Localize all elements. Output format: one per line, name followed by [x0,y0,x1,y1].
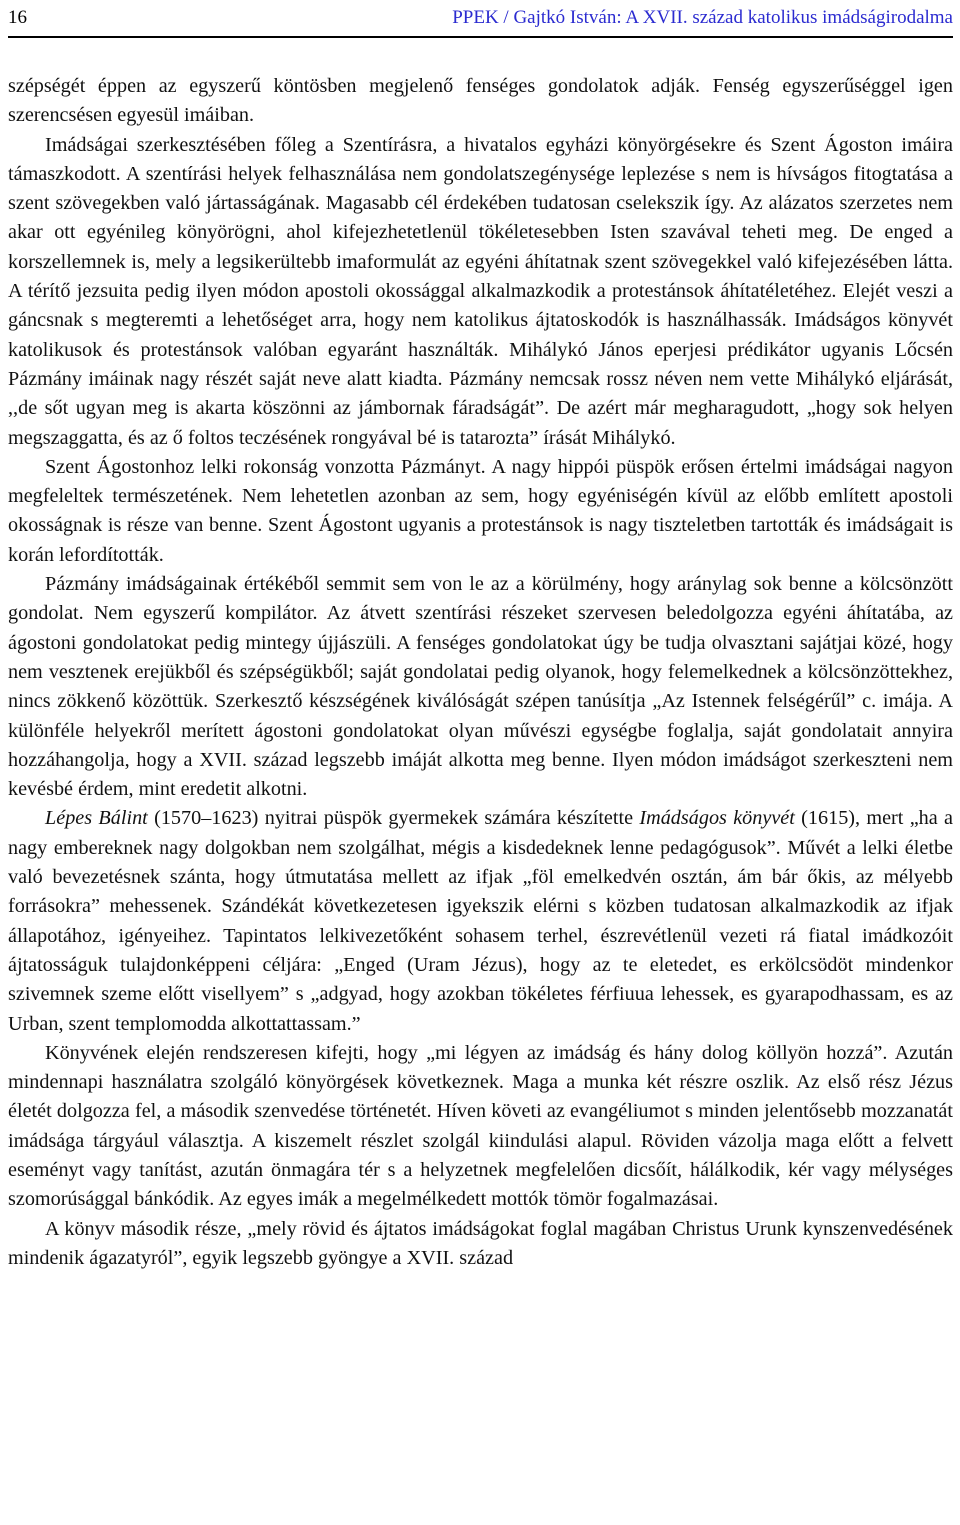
paragraph-6: Könyvének elején rendszeresen kifejti, hogy „mi légyen az imádság és hány dolog köllyön hozzá”. Azután mindennapi használatra szolgáló könyörgések következnek. Maga a munka két részre oszlik. Az első rész Jézus életét dolgozza fel, a második szenvedése történetét. Híven követi az evangéliumot s minden jelentősebb mozzanatát imádsága tárgyául választja. A kiszemelt részlet szolgál kiindulási alapul. Röviden vázolja maga előtt a felvett eseményt vagy tanítást, azután önmagára tér s a helyzetnek megfelelően dicsőít, hálálkodik, kér vagy mélységes szomorúsággal bánkódik. Az egyes imák a megelmélkedett mottók tömör fogalmazásai. [8,1041,953,1211]
running-title: PPEK / Gajtkó István: A XVII. század katolikus imádságirodalma [452,7,953,28]
author-name: Lépes Bálint [45,807,148,830]
page-header [8,0,953,36]
work-title: Imádságos könyvét [639,807,795,830]
paragraph-5 [8,804,953,1038]
paragraph-5-text-b: (1615), mert „ha a nagy embereknek nagy dolgokban nem szolgálhat, mégis a kisdedeknek lenne pedagógusok”. Művét a lelki életbe való bevezetésnek szánta, hogy útmutatása mellett az ifjak „föl emelkedvén osztán, ám bár őkis, az mélyebb forrásokra” mehessenek. Szándékát következetesen igyekszik elérni s közben tudatosan alkalmazkodik az ifjak állapotához, igényeihez. Tapintatos lelkivezetőként sohasem terhel, észrevétlenül vezeti rá fiatal imádkozóit ájtatosságuk tulajdonképpeni céljára: „Enged (Uram Jézus), hogy az te eletedet, es erkölcsödöt mindenkor szivemnek szeme előtt visellyem” s „adgyad, hogy azokban tökéletes férfiuua lehessek, es gyarapodhassam, es az Urban, szent templomodda alkottattassam.” [8,807,953,1035]
paragraph-7: A könyv második része, „mely rövid és ájtatos imádságokat foglal magában Christus Urunk kynszenvedésének mindenik ágazatyról”, egyik legszebb gyöngye a XVII. század [8,1217,953,1269]
paragraph-4: Pázmány imádságainak értékéből semmit sem von le az a körülmény, hogy aránylag sok benne a kölcsönzött gondolat. Nem egyszerű kompilátor. Az átvett szentírási részeket szervesen beledolgozza egyéni áhítatába, az ágostoni gondolatokat pedig mintegy újjászüli. A fenséges gondolatokat úgy be tudja olvasztani sajátjai közé, hogy nem vesztenek erejükből és szépségükből; saját gondolatai pedig olyanok, hogy felemelkednek a kölcsönzöttekhez, nincs zökkenő közöttük. Szerkesztő készségének kiválóságát szépen tanúsítja „Az Istennek felségérűl” c. imája. A különféle helyekről merített ágostoni gondolatokat olyan művészi egységbe foglalja, saját gondolatait annyira hozzáhangolja, hogy a XVII. század legszebb imáját alkotta meg benne. Ilyen módon imádságot szerkeszteni nem kevésbé érdem, mint eredetit alkotni. [8,573,953,801]
paragraph-5-text-a: (1570–1623) nyitrai püspök gyermekek számára készítette [147,807,640,830]
paragraph-2: Imádságai szerkesztésében főleg a Szentírásra, a hivatalos egyházi könyörgésekre és Szent Ágoston imáira támaszkodott. A szentírási helyek felhasználása nem gondolatszegénysége leplezése s nem is hívságos fitogtatása a szent szövegekben való jártasságának. Magasabb cél érdekében tudatosan cselekszik így. Az alázatos szerzetes nem akar ott egyénileg könyörögni, ahol kifejezhetetlenül tökéletesebben Isten szavával teheti meg. De enged a korszellemnek is, mely a legsikerültebb imaformulát az egyéni áhítatnak szent szövegekkel való kifejezésében látta. A térítő jezsuita pedig ilyen módon apostoli okossággal alkalmazkodik a protestánsok áhítatéletéhez. Elejét veszi a gáncsnak s megteremti a lehetőséget arra, hogy nem katolikus ájtatoskodók is használhassák. Imádságos könyvét katolikusok és protestánsok valóban egyaránt használták. Mihálykó János eperjesi prédikátor ugyanis Lőcsén Pázmány imáinak nagy részét saját neve alatt kiadta. Pázmány nemcsak rossz néven nem vette Mihálykó eljárását, ,,de sőt ugyan meg is akarta köszönni az jámbornak fáradságát”. De azért már megharagudott, „hogy sok helyen megszaggatta, és az ő foltos teczésének rongyával bé is tatarozta” írását Mihálykó. [8,133,953,449]
paragraph-1: szépségét éppen az egyszerű köntösben megjelenő fenséges gondolatok adják. Fenség egyszerűséggel igen szerencsésen egyesül imáiban. [8,75,953,127]
paragraph-3: Szent Ágostonhoz lelki rokonság vonzotta Pázmányt. A nagy hippói püspök erősen értelmi imádságai nagyon megfeleltek természetének. Nem lehetetlen azonban az sem, hogy egyéniségén kívül az előbb említett apostoli okosságnak is része van benne. Szent Ágostont ugyanis a protestánsok is nagy tiszteletben tartották és imádságait is korán lefordították. [8,455,953,566]
header-rule [8,36,953,38]
page-number: 16 [8,7,27,28]
body-text [8,72,953,1273]
